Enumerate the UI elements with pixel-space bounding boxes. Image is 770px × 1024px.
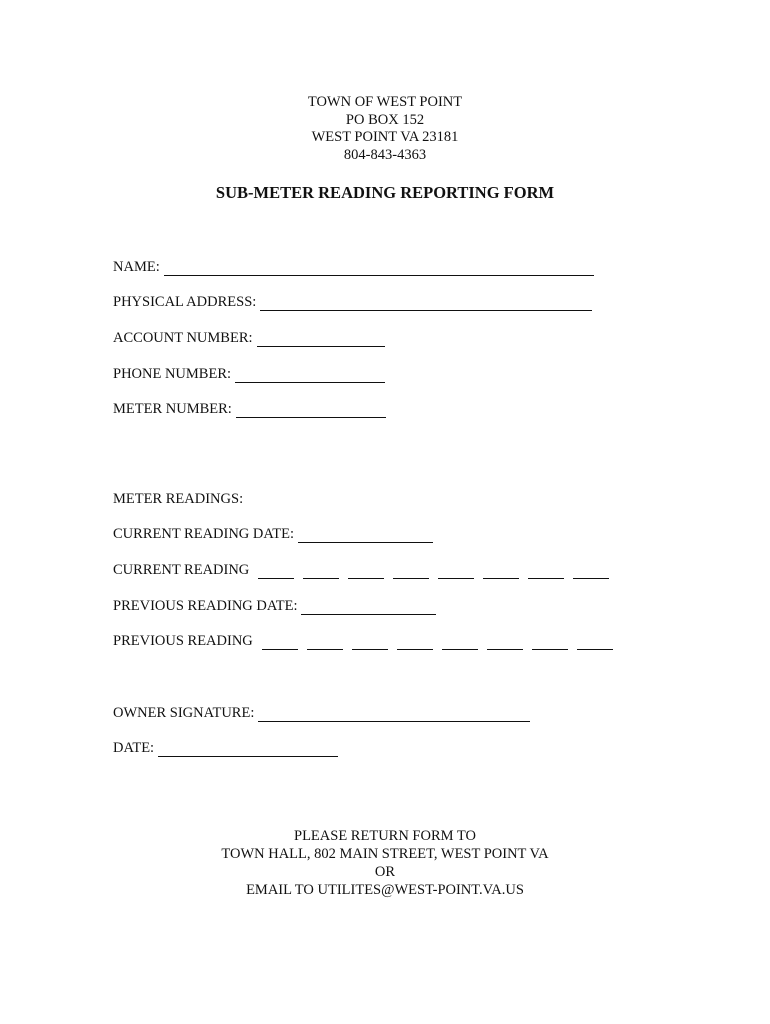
previous-reading-digit-blank[interactable] xyxy=(307,635,343,650)
po-box: PO BOX 152 xyxy=(345,111,425,128)
previous-reading-digits xyxy=(253,635,613,650)
previous-reading-label: PREVIOUS READING xyxy=(113,633,253,649)
owner-signature-label: OWNER SIGNATURE: xyxy=(113,705,255,721)
previous-reading-field xyxy=(113,632,613,650)
current-reading-date-field xyxy=(113,525,433,543)
date-field xyxy=(113,739,338,757)
current-reading-digit-blank[interactable] xyxy=(528,564,564,579)
current-reading-digit-blank[interactable] xyxy=(393,564,429,579)
account-number-field xyxy=(113,329,385,347)
town-phone: 804-843-4363 xyxy=(343,146,427,163)
previous-reading-date-blank[interactable] xyxy=(301,600,436,615)
previous-reading-date-label: PREVIOUS READING DATE: xyxy=(113,598,298,614)
current-reading-label: CURRENT READING xyxy=(113,562,250,578)
owner-signature-blank[interactable] xyxy=(258,707,530,722)
town-city-state-zip: WEST POINT VA 23181 xyxy=(311,129,459,145)
phone-number-field xyxy=(113,365,385,383)
name-blank[interactable] xyxy=(164,261,594,276)
town-name: TOWN OF WEST POINT xyxy=(307,94,463,110)
previous-reading-digit-blank[interactable] xyxy=(397,635,433,650)
previous-reading-digit-blank[interactable] xyxy=(487,635,523,650)
physical-address-label: PHYSICAL ADDRESS: xyxy=(113,294,257,310)
previous-reading-digit-blank[interactable] xyxy=(442,635,478,650)
current-reading-digit-blank[interactable] xyxy=(573,564,609,579)
return-email: EMAIL TO UTILITES@WEST-POINT.VA.US xyxy=(246,882,524,898)
return-address: TOWN HALL, 802 MAIN STREET, WEST POINT VA xyxy=(221,846,549,862)
current-reading-digit-blank[interactable] xyxy=(303,564,339,579)
town-header xyxy=(0,94,770,164)
return-or: OR xyxy=(374,864,396,880)
previous-reading-digit-blank[interactable] xyxy=(577,635,613,650)
account-number-blank[interactable] xyxy=(257,332,385,347)
account-number-label: ACCOUNT NUMBER: xyxy=(113,330,253,346)
previous-reading-digit-blank[interactable] xyxy=(262,635,298,650)
name-field xyxy=(113,258,594,276)
owner-signature-field xyxy=(113,704,530,722)
current-reading-field xyxy=(113,561,609,579)
form-title: SUB-METER READING REPORTING FORM xyxy=(215,183,555,202)
phone-number-label: PHONE NUMBER: xyxy=(113,366,232,382)
previous-reading-digit-blank[interactable] xyxy=(352,635,388,650)
physical-address-field xyxy=(113,293,592,311)
return-line-1: PLEASE RETURN FORM TO xyxy=(294,828,476,844)
previous-reading-date-field xyxy=(113,597,436,615)
previous-reading-digit-blank[interactable] xyxy=(532,635,568,650)
current-reading-date-blank[interactable] xyxy=(298,528,433,543)
meter-readings-heading xyxy=(113,490,243,508)
meter-readings-label: METER READINGS: xyxy=(113,491,244,507)
current-reading-digits xyxy=(249,564,609,579)
current-reading-date-label: CURRENT READING DATE: xyxy=(113,526,294,542)
current-reading-digit-blank[interactable] xyxy=(438,564,474,579)
phone-number-blank[interactable] xyxy=(235,368,385,383)
name-label: NAME: xyxy=(113,259,160,275)
return-instructions xyxy=(0,827,770,899)
meter-number-label: METER NUMBER: xyxy=(113,401,232,417)
physical-address-blank[interactable] xyxy=(260,296,592,311)
date-label: DATE: xyxy=(113,740,155,756)
current-reading-digit-blank[interactable] xyxy=(483,564,519,579)
meter-number-blank[interactable] xyxy=(236,403,386,418)
current-reading-digit-blank[interactable] xyxy=(258,564,294,579)
meter-number-field xyxy=(113,400,386,418)
date-blank[interactable] xyxy=(158,742,338,757)
current-reading-digit-blank[interactable] xyxy=(348,564,384,579)
